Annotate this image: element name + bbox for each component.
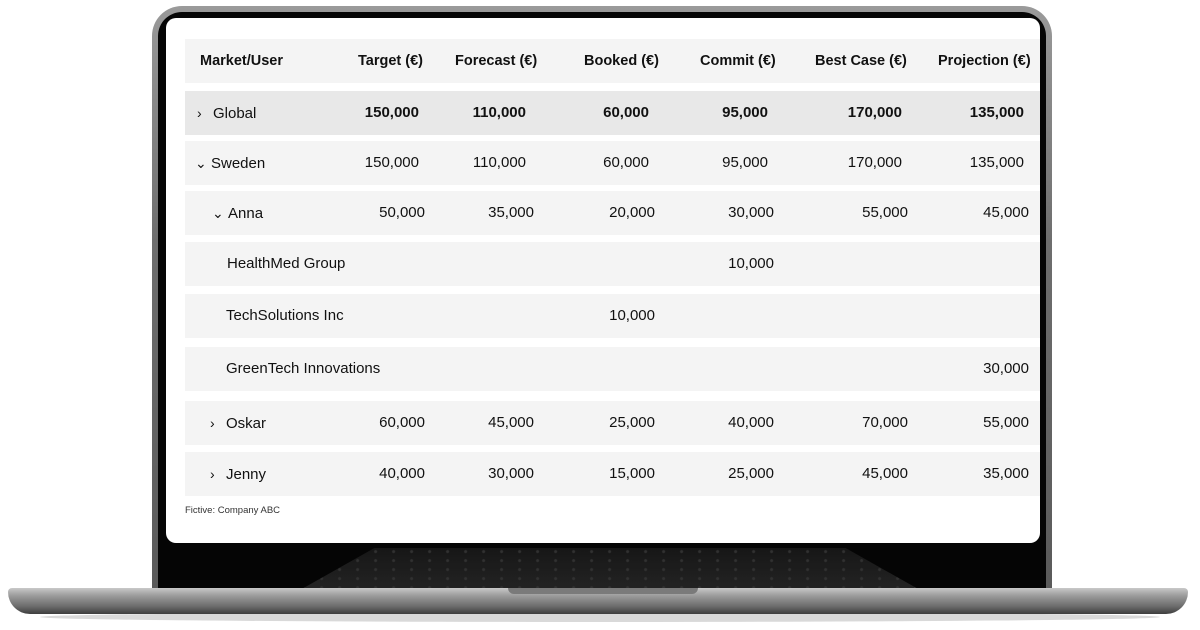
chevron-right-icon[interactable]: › [210, 466, 215, 482]
table-row-oskar[interactable] [185, 401, 1040, 445]
row-label: Anna [228, 205, 264, 222]
best-case-value: 170,000 [847, 154, 902, 171]
booked-value: 25,000 [609, 414, 655, 431]
best-case-value: 55,000 [862, 204, 908, 221]
chevron-down-icon[interactable]: ⌄ [212, 205, 224, 221]
projection-value: 135,000 [969, 104, 1024, 121]
column-header-market-user[interactable]: Market/User [200, 53, 284, 69]
laptop-screen [166, 18, 1040, 543]
booked-value: 60,000 [603, 154, 649, 171]
forecast-value: 110,000 [472, 104, 526, 121]
forecast-value: 110,000 [472, 154, 526, 171]
target-value: 60,000 [379, 414, 425, 431]
booked-value: 60,000 [603, 104, 649, 121]
chevron-right-icon[interactable]: › [210, 415, 215, 431]
commit-value: 25,000 [728, 465, 774, 482]
row-label: TechSolutions Inc [226, 307, 344, 324]
best-case-value: 170,000 [847, 104, 902, 121]
laptop-hinge-notch [508, 588, 698, 594]
row-label: GreenTech Innovations [226, 360, 381, 377]
table-row-sweden[interactable] [185, 141, 1040, 185]
forecast-value: 35,000 [488, 204, 534, 221]
table-header-row [185, 39, 1040, 83]
row-label: HealthMed Group [227, 255, 346, 272]
chevron-right-icon[interactable]: › [197, 105, 202, 121]
row-label-cell [197, 91, 256, 135]
column-header-target[interactable]: Target (€) [358, 53, 423, 69]
target-value: 40,000 [379, 465, 425, 482]
chevron-down-icon[interactable]: ⌄ [195, 155, 207, 171]
column-header-commit[interactable]: Commit (€) [700, 53, 776, 69]
table-row-anna[interactable] [185, 191, 1040, 235]
table-row-jenny[interactable] [185, 452, 1040, 496]
target-value: 150,000 [364, 104, 419, 121]
row-label-cell [210, 452, 266, 496]
row-label: Global [213, 105, 257, 122]
projection-value: 55,000 [983, 414, 1029, 431]
column-header-best-case[interactable]: Best Case (€) [815, 53, 907, 69]
projection-value: 135,000 [969, 154, 1024, 171]
projection-value: 35,000 [983, 465, 1029, 482]
footnote: Fictive: Company ABC [185, 505, 281, 516]
projection-value: 45,000 [983, 204, 1029, 221]
commit-value: 30,000 [728, 204, 774, 221]
column-header-booked[interactable]: Booked (€) [584, 53, 659, 69]
commit-value: 95,000 [722, 104, 768, 121]
best-case-value: 70,000 [862, 414, 908, 431]
table-row-global[interactable] [185, 91, 1040, 135]
row-label-cell [195, 141, 265, 185]
target-value: 150,000 [364, 154, 419, 171]
projection-value: 30,000 [983, 360, 1029, 377]
row-label: Jenny [226, 466, 267, 483]
row-label-cell [212, 191, 263, 235]
row-label: Sweden [211, 155, 266, 172]
booked-value: 20,000 [609, 204, 655, 221]
keyboard-reflection [300, 548, 920, 590]
booked-value: 15,000 [609, 465, 655, 482]
target-value: 50,000 [379, 204, 425, 221]
forecast-value: 45,000 [488, 414, 534, 431]
table-row-greentech-innovations[interactable] [185, 347, 1040, 391]
commit-value: 10,000 [728, 255, 774, 272]
table-row-healthmed-group[interactable] [185, 242, 1040, 286]
column-header-forecast[interactable]: Forecast (€) [455, 53, 538, 69]
best-case-value: 45,000 [862, 465, 908, 482]
row-label: Oskar [226, 415, 267, 432]
booked-value: 10,000 [609, 307, 655, 324]
commit-value: 95,000 [722, 154, 768, 171]
table-row-techsolutions-inc[interactable] [185, 294, 1040, 338]
forecast-value: 30,000 [488, 465, 534, 482]
commit-value: 40,000 [728, 414, 774, 431]
column-header-projection[interactable]: Projection (€) [938, 53, 1031, 69]
row-label-cell [210, 401, 266, 445]
